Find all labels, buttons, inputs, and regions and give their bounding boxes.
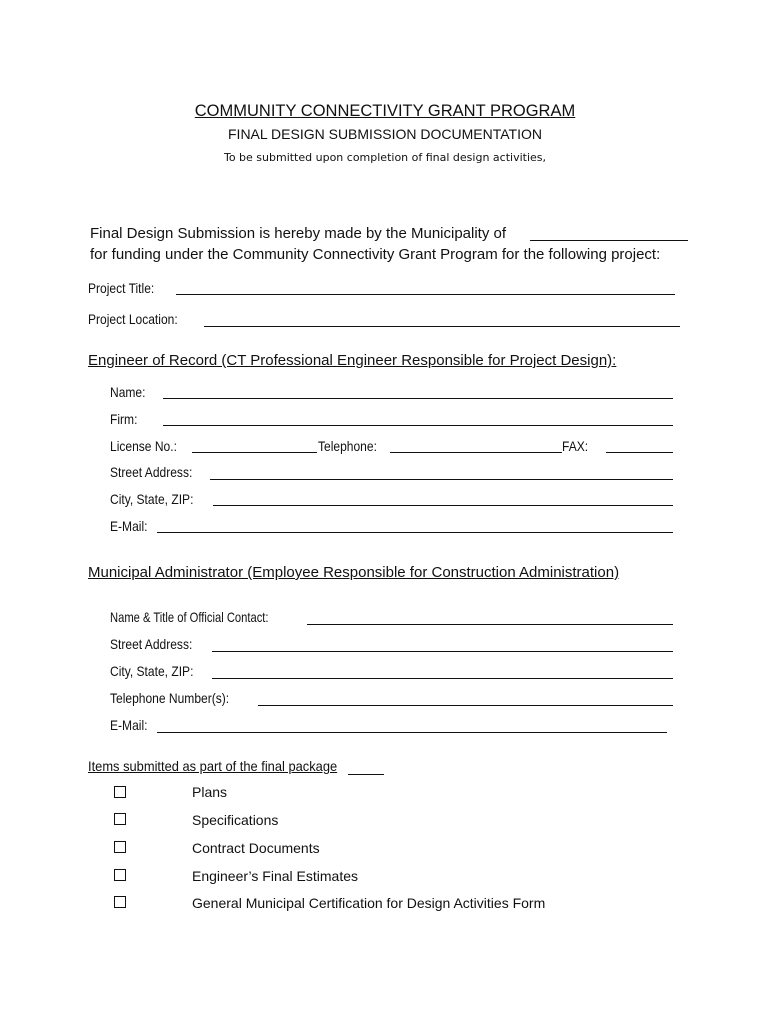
engineer-name-label: Name: <box>110 384 146 400</box>
engineer-email-field[interactable] <box>159 516 671 532</box>
items-section-heading: Items submitted as part of the final package <box>88 758 338 774</box>
item-certification-form: General Municipal Certification for Design Activities Form <box>192 895 546 911</box>
admin-city-field[interactable] <box>214 662 671 678</box>
admin-email-field[interactable] <box>159 716 665 732</box>
project-location-field[interactable] <box>206 310 678 326</box>
admin-phone-field[interactable] <box>260 689 671 705</box>
submission-note: To be submitted upon completion of final design activities, <box>223 151 547 164</box>
plans-checkbox[interactable] <box>114 786 126 798</box>
admin-city-line <box>212 678 673 679</box>
admin-street-line <box>212 651 673 652</box>
item-plans: Plans <box>192 784 228 800</box>
admin-street-label: Street Address: <box>110 636 193 652</box>
municipality-field[interactable] <box>532 224 686 240</box>
engineer-name-line <box>163 398 673 399</box>
engineer-firm-label: Firm: <box>110 411 138 427</box>
project-title-label: Project Title: <box>88 280 155 296</box>
engineer-city-label: City, State, ZIP: <box>110 491 194 507</box>
engineer-license-line <box>192 452 317 453</box>
engineer-name-field[interactable] <box>165 382 671 398</box>
engineer-telephone-line <box>390 452 562 453</box>
engineer-section-heading: Engineer of Record (CT Professional Engineer Responsible for Project Design): <box>88 352 617 369</box>
engineer-firm-line <box>163 425 673 426</box>
project-title-line <box>176 294 675 295</box>
engineer-city-line <box>213 505 673 506</box>
engineer-fax-field[interactable] <box>608 436 671 452</box>
engineer-fax-line <box>606 452 673 453</box>
items-heading-underline <box>348 774 384 775</box>
document-subtitle: FINAL DESIGN SUBMISSION DOCUMENTATION <box>228 126 542 142</box>
admin-contact-field[interactable] <box>309 608 671 624</box>
item-contract-documents: Contract Documents <box>192 840 320 856</box>
project-location-line <box>204 326 680 327</box>
project-location-label: Project Location: <box>88 311 178 327</box>
intro-line-1: Final Design Submission is hereby made by the Municipality of <box>90 225 507 242</box>
item-final-estimates: Engineer’s Final Estimates <box>192 868 359 884</box>
project-title-field[interactable] <box>178 278 673 294</box>
document-title: COMMUNITY CONNECTIVITY GRANT PROGRAM <box>194 102 576 120</box>
engineer-street-label: Street Address: <box>110 464 193 480</box>
admin-contact-label: Name & Title of Official Contact: <box>110 609 269 625</box>
engineer-license-label: License No.: <box>110 438 177 454</box>
certification-form-checkbox[interactable] <box>114 896 126 908</box>
admin-contact-line <box>307 624 673 625</box>
contract-documents-checkbox[interactable] <box>114 841 126 853</box>
engineer-city-field[interactable] <box>215 489 671 505</box>
admin-email-label: E-Mail: <box>110 717 148 733</box>
admin-phone-label: Telephone Number(s): <box>110 690 230 706</box>
engineer-firm-field[interactable] <box>165 409 671 425</box>
engineer-street-line <box>210 479 673 480</box>
admin-city-label: City, State, ZIP: <box>110 663 194 679</box>
admin-email-line <box>157 732 667 733</box>
municipality-line <box>530 240 688 241</box>
engineer-street-field[interactable] <box>212 463 671 479</box>
engineer-fax-label: FAX: <box>562 438 589 454</box>
engineer-license-field[interactable] <box>194 436 315 452</box>
item-specifications: Specifications <box>192 812 279 828</box>
intro-line-2: for funding under the Community Connectivity Grant Program for the following project: <box>90 246 661 263</box>
final-estimates-checkbox[interactable] <box>114 869 126 881</box>
admin-phone-line <box>258 705 673 706</box>
engineer-telephone-field[interactable] <box>392 436 560 452</box>
engineer-email-label: E-Mail: <box>110 518 148 534</box>
specifications-checkbox[interactable] <box>114 813 126 825</box>
engineer-email-line <box>157 532 673 533</box>
engineer-telephone-label: Telephone: <box>318 438 377 454</box>
admin-street-field[interactable] <box>214 635 671 651</box>
administrator-section-heading: Municipal Administrator (Employee Responsible for Construction Administration) <box>88 564 620 581</box>
